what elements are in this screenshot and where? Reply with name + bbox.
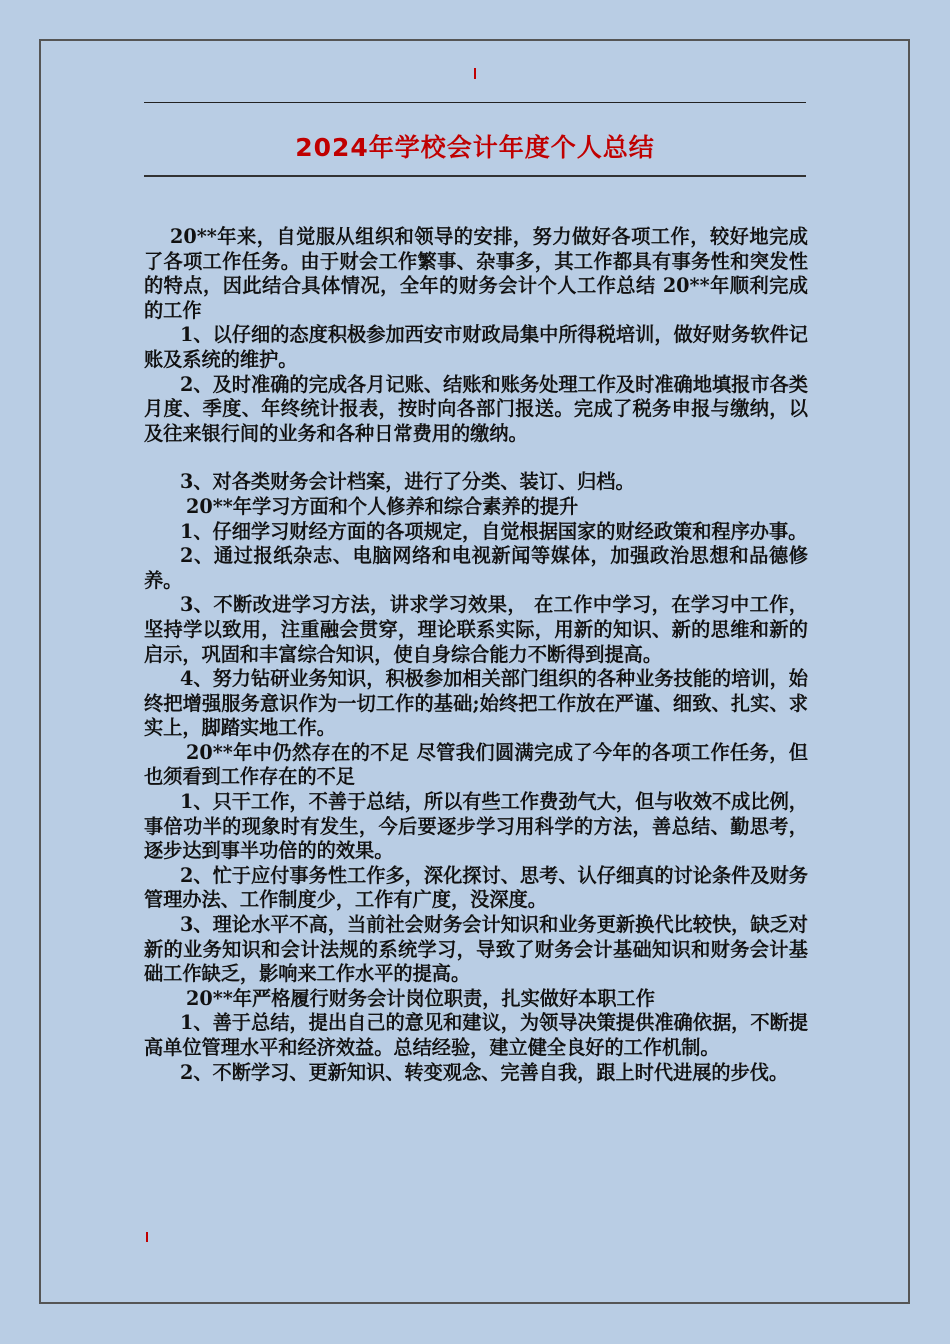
list-item: 2、通过报纸杂志、电脑网络和电视新闻等媒体，加强政治思想和品德修养。	[144, 544, 808, 592]
list-item: 2、忙于应付事务性工作多，深化探讨、思考、认仔细真的讨论条件及财务管理办法、工作制度少，工作有广度，没深度。	[144, 863, 808, 912]
list-item: 1、只干工作，不善于总结，所以有些工作费劲气大，但与收效不成比例，事倍功半的现象时有发生，今后要逐步学习用科学的方法，善总结、勤思考，逐步达到事半功倍的的效果。	[144, 790, 808, 863]
cursor-mark-top	[474, 68, 476, 79]
section-heading: 20**年严格履行财务会计岗位职责，扎实做好本职工作	[186, 986, 655, 1010]
list-item: 1、仔细学习财经方面的各项规定，自觉根据国家的财经政策和程序办事。	[180, 519, 808, 543]
list-item: 4、努力钻研业务知识，积极参加相关部门组织的各种业务技能的培训，始终把增强服务意识作为一切工作的基础;始终把工作放在严谨、细致、扎实、求实上，脚踏实地工作。	[144, 667, 808, 740]
cursor-mark-bottom	[146, 1232, 148, 1242]
intro-paragraph: 20**年来，自觉服从组织和领导的安排，努力做好各项工作，较好地完成了各项工作任务。由于财会工作繁事、杂事多，其工作都具有事务性和突发性的特点，因此结合具体情况，全年的财务会计个人工作总结 20**年顺利完成的工作	[144, 225, 808, 322]
section-heading: 20**年学习方面和个人修养和综合素养的提升	[186, 494, 579, 518]
list-item: 3、对各类财务会计档案，进行了分类、装订、归档。	[180, 470, 635, 494]
list-item: 2、不断学习、更新知识、转变观念、完善自我，跟上时代进展的步伐。	[180, 1060, 789, 1084]
document-title: 2024年学校会计年度个人总结	[295, 133, 655, 162]
list-item: 2、及时准确的完成各月记账、结账和账务处理工作及时准确地填报市各类月度、季度、年终统计报表，按时向各部门报送。完成了税务申报与缴纳，以及往来银行间的业务和各种日常费用的缴纳。	[144, 372, 808, 445]
header-rule	[144, 102, 806, 103]
list-item: 3、不断改进学习方法，讲求学习效果， 在工作中学习，在学习中工作，坚持学以致用，注重融会贯穿，理论联系实际，用新的知识、新的思维和新的启示，巩固和丰富综合知识，使自身综合能力不断得到提高。	[144, 593, 808, 666]
document-body	[144, 225, 808, 1085]
title-underline	[144, 175, 806, 177]
list-item: 1、以仔细的态度积极参加西安市财政局集中所得税培训，做好财务软件记账及系统的维护。	[144, 323, 808, 371]
list-item: 3、理论水平不高，当前社会财务会计知识和业务更新换代比较快，缺乏对新的业务知识和会计法规的系统学习，导致了财务会计基础知识和财务会计基础工作缺乏，影响来工作水平的提高。	[144, 913, 808, 986]
section-heading: 20**年中仍然存在的不足 尽管我们圆满完成了今年的各项工作任务，但也须看到工作存在的不足	[144, 740, 808, 789]
list-item: 1、善于总结，提出自己的意见和建议，为领导决策提供准确依据，不断提高单位管理水平和经济效益。总结经验，建立健全良好的工作机制。	[144, 1011, 808, 1059]
